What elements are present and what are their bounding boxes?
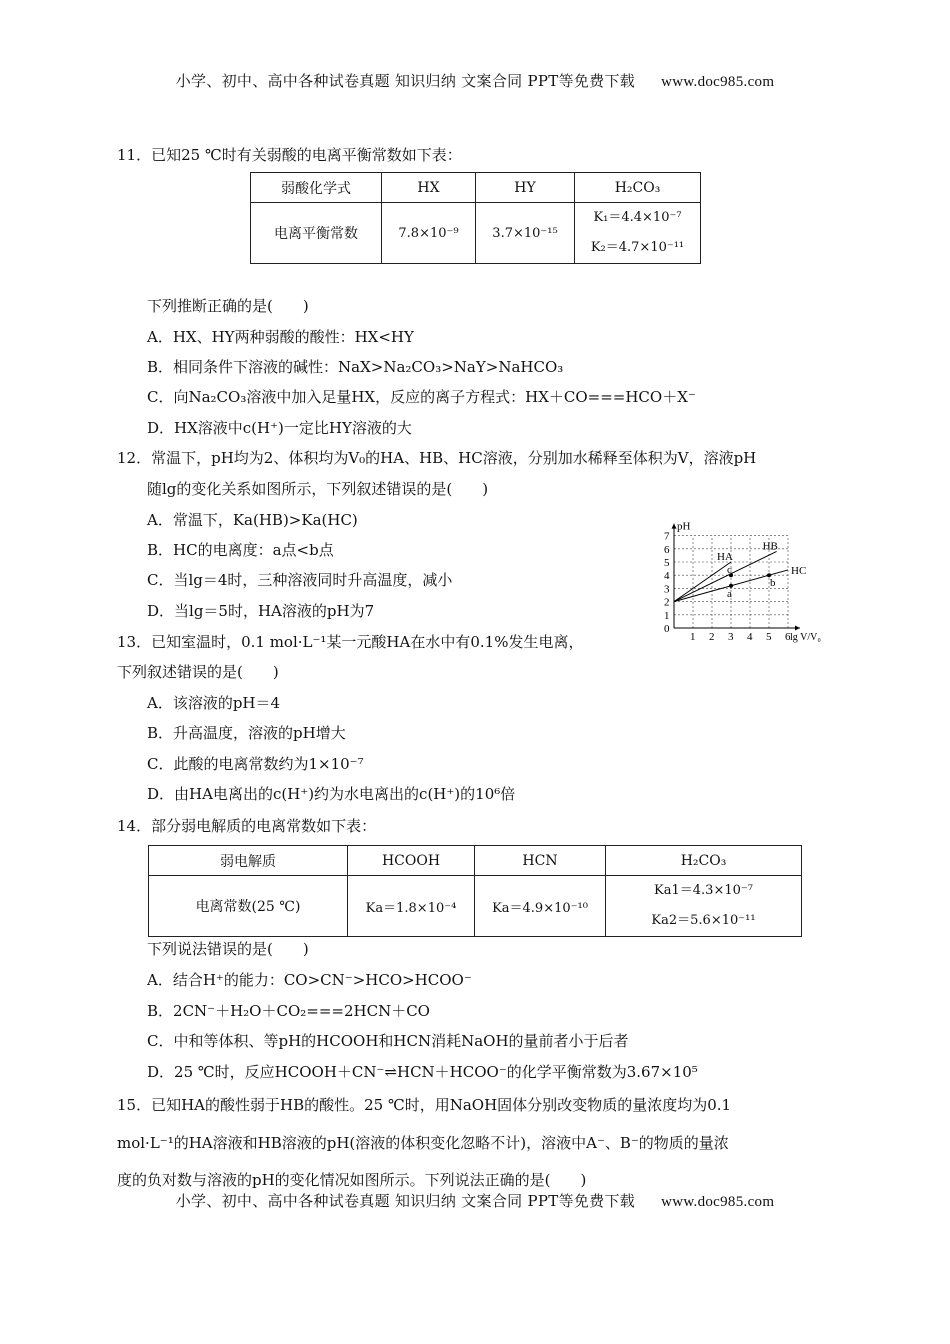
q12-option-d: D．当lg＝5时，HA溶液的pH为7 xyxy=(147,602,375,620)
q11-option-c: C．向Na₂CO₃溶液中加入足量HX，反应的离子方程式：HX＋CO===HCO＋X⁻ xyxy=(147,388,696,406)
ph-dilution-chart xyxy=(652,500,832,660)
q11-option-b: B．相同条件下溶液的碱性：NaX>Na₂CO₃>NaY>NaHCO₃ xyxy=(147,358,564,376)
q11-table: 弱酸化学式 HX HY H₂CO₃ 电离平衡常数 7.8×10⁻⁹ 3.7×10⁻¹⁵ K₁＝4.4×10⁻⁷ K₂＝4.7×10⁻¹¹ xyxy=(250,172,701,264)
q13-option-c: C．此酸的电离常数约为1×10⁻⁷ xyxy=(147,755,364,773)
q15-line-2: mol·L⁻¹的HA溶液和HB溶液的pH(溶液的体积变化忽略不计)，溶液中A⁻、B⁻的物质的量浓 xyxy=(117,1134,729,1152)
y-tick-label: 3 xyxy=(664,583,670,596)
q14-option-c: C．中和等体积、等pH的HCOOH和HCN消耗NaOH的量前者小于后者 xyxy=(147,1032,629,1050)
q14-table: 弱电解质 HCOOH HCN H₂CO₃ 电离常数(25 ℃) Ka＝1.8×10⁻⁴ Ka＝4.9×10⁻¹⁰ Ka1＝4.3×10⁻⁷ Ka2＝5.6×10⁻¹¹ xyxy=(148,845,802,937)
y-axis-arrow xyxy=(672,524,677,529)
y-tick-label: 2 xyxy=(664,596,670,609)
y-axis-label: pH xyxy=(677,520,691,533)
x-tick-label: 5 xyxy=(766,631,772,643)
q12-option-b: B．HC的电离度：a点<b点 xyxy=(147,541,334,559)
q11-option-a: A．HX、HY两种弱酸的酸性：HX<HY xyxy=(147,328,414,346)
q14-prompt: 下列说法错误的是( ) xyxy=(147,940,309,958)
q11-option-d: D．HX溶液中c(H⁺)一定比HY溶液的大 xyxy=(147,419,412,437)
q11-stem: 11．已知25 ℃时有关弱酸的电离平衡常数如下表： xyxy=(117,146,462,164)
point-label-a: a xyxy=(727,587,732,600)
q12-option-a: A．常温下，Ka(HB)>Ka(HC) xyxy=(147,511,358,529)
q13-option-a: A．该溶液的pH＝4 xyxy=(147,694,281,712)
q13-stem-1: 13．已知室温时，0.1 mol·L⁻¹某一元酸HA在水中有0.1%发生电离， xyxy=(117,633,584,651)
x-tick-label: 1 xyxy=(690,631,696,643)
series-label-hb: HB xyxy=(762,540,778,553)
q12-stem-1: 12．常温下，pH均为2、体积均为V₀的HA、HB、HC溶液，分别加水稀释至体积为V，溶液pH xyxy=(117,449,757,467)
q15-line-3: 度的负对数与溶液的pH的变化情况如图所示。下列说法正确的是( ) xyxy=(117,1171,587,1189)
q14-option-b: B．2CN⁻＋H₂O＋CO₂===2HCN＋CO xyxy=(147,1002,430,1020)
x-tick-label: 3 xyxy=(728,631,734,643)
x-tick-label: 2 xyxy=(709,631,715,643)
y-tick-label: 1 xyxy=(664,609,670,622)
q13-option-b: B．升高温度，溶液的pH增大 xyxy=(147,724,346,742)
x-axis-arrow xyxy=(795,626,800,631)
y-tick-label: 7 xyxy=(664,530,670,543)
q14-stem: 14．部分弱电解质的电离常数如下表： xyxy=(117,817,377,835)
q12-option-c: C．当lg＝4时，三种溶液同时升高温度，减小 xyxy=(147,571,453,589)
q12-stem-2: 随lg的变化关系如图所示，下列叙述错误的是( ) xyxy=(147,480,489,498)
q13-option-d: D．由HA电离出的c(H⁺)约为水电离出的c(H⁺)的10⁶倍 xyxy=(147,785,516,803)
q14-option-d: D．25 ℃时，反应HCOOH＋CN⁻⇌HCN＋HCOO⁻的化学平衡常数为3.67×10⁵ xyxy=(147,1063,698,1081)
x-tick-label: 6 xyxy=(785,631,791,643)
series-line-ha xyxy=(674,562,731,602)
y-tick-label: 5 xyxy=(664,557,670,569)
q15-line-1: 15．已知HA的酸性弱于HB的酸性。25 ℃时，用NaOH固体分别改变物质的量浓度均为0.1 xyxy=(117,1096,732,1114)
x-axis-label: lg V/V₀ xyxy=(790,632,821,643)
q11-prompt: 下列推断正确的是( ) xyxy=(147,297,309,315)
q13-stem-2: 下列叙述错误的是( ) xyxy=(117,663,279,681)
page-footer: 小学、初中、高中各种试卷真题 知识归纳 文案合同 PPT等免费下载 www.doc985.com xyxy=(175,1192,775,1210)
q14-option-a: A．结合H⁺的能力：CO>CN⁻>HCO>HCOO⁻ xyxy=(147,971,472,989)
series-label-ha: HA xyxy=(717,551,733,563)
point-label-b: b xyxy=(770,577,776,590)
y-tick-label: 0 xyxy=(664,623,670,635)
series-label-hc: HC xyxy=(791,564,807,577)
y-tick-label: 6 xyxy=(664,543,670,556)
page-header: 小学、初中、高中各种试卷真题 知识归纳 文案合同 PPT等免费下载 www.doc985.com xyxy=(175,72,775,90)
x-tick-label: 4 xyxy=(747,631,753,643)
point-label-c: c xyxy=(727,564,732,577)
y-tick-label: 4 xyxy=(664,570,670,583)
